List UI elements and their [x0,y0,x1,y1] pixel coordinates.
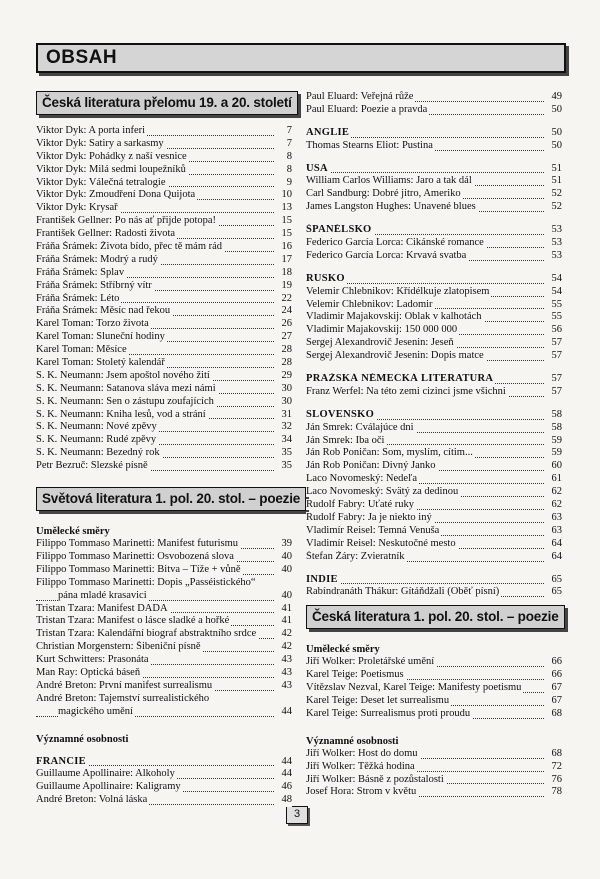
toc-country-heading [306,574,562,587]
toc-entry-title: Rudolf Fabry: Ja je niekto iný [306,511,432,523]
toc-entry-title: Štefan Žáry: Zvieratník [306,550,405,562]
toc-entry [36,667,292,680]
toc-entry-title: Petr Bezruč: Slezské písně [36,460,148,472]
toc-entry-page: 51 [544,175,562,188]
toc-entry-title: Josef Hora: Strom v květu [306,786,417,798]
toc-entry [306,250,562,263]
toc-entry-page: 59 [544,435,562,448]
toc-entry [306,140,562,153]
toc-entry-page: 58 [544,409,562,422]
toc-entry-title: Viktor Dyk: Krysař [36,202,118,214]
toc-entry [306,486,562,499]
toc-list-continuation [306,91,562,117]
toc-entry-title: Karel Toman: Torzo života [36,318,149,330]
toc-entry-title: Viktor Dyk: Milá sedmi loupežníků [36,163,186,175]
toc-entry-page: 40 [274,564,292,577]
toc-entry-title: ANGLIE [306,126,350,138]
toc-entry [36,357,292,370]
toc-entry [36,305,292,318]
toc-entry [36,177,292,190]
toc-entry-title: RUSKO [306,272,345,284]
toc-entry [36,447,292,460]
toc-entry [36,151,292,164]
toc-entry-title: FRANCIE [36,755,86,767]
toc-entry-page: 44 [274,768,292,781]
left-column [36,91,301,807]
toc-entry [306,422,562,435]
toc-entry [36,590,292,603]
toc-entry-page: 57 [544,337,562,350]
toc-entry-title: INDIE [306,573,338,585]
toc-entry-title: S. K. Neumann: Jsem apoštol nového žití [36,369,210,381]
toc-entry-page: 34 [274,434,292,447]
toc-entry-title: Tristan Tzara: Manifest DADA [36,602,168,614]
toc-entry-title: Ján Smrek: Cválajúce dni [306,421,414,433]
toc-entry [306,551,562,564]
toc-entry-title: Fráňa Šrámek: Modrý a rudý [36,253,158,265]
toc-entry-page: 50 [544,140,562,153]
toc-entry-page: 30 [274,396,292,409]
toc-entry-page: 57 [544,373,562,386]
toc-entry-page: 68 [544,708,562,721]
toc-country-heading [306,163,562,176]
toc-entry-title: Filippo Tommaso Marinetti: Manifest futurismu [36,538,239,550]
toc-entry-page: 72 [544,761,562,774]
toc-entry-title: Karel Teige: Surrealismus proti proudu [306,707,471,719]
leader-dots [306,583,544,584]
toc-entry-page: 24 [274,305,292,318]
toc-entry [36,267,292,280]
toc-entry [36,138,292,151]
toc-entry-title: Kurt Schwitters: Prasonáta [36,654,149,666]
toc-entry [36,434,292,447]
toc-entry [36,564,292,577]
toc-entry-title: Laco Novomeský: Svätý za dedinou [306,486,459,498]
toc-entry-page: 10 [274,189,292,202]
toc-entry [36,538,292,551]
toc-entry-title: Filippo Tommaso Marinetti: Dopis „Passéistického“ [36,576,256,588]
toc-entry-page: 39 [274,538,292,551]
toc-entry-page: 28 [274,344,292,357]
toc-entry-page: 43 [274,654,292,667]
toc-entry-title: S. K. Neumann: Rudé zpěvy [36,434,157,446]
toc-entry [306,748,562,761]
toc-entry [36,654,292,667]
toc-entry-title: Viktor Dyk: A porta inferi [36,125,146,136]
toc-entry-title: Federico García Lorca: Cikánské romance [306,237,484,249]
toc-entry-title: Sergej Alexandrovič Jesenin: Dopis matce [306,350,484,362]
toc-entry-title: Laco Novomeský: Nedeľa [306,473,417,485]
toc-entry-page: 63 [544,525,562,538]
toc-entry-page: 29 [274,370,292,383]
toc-entry-title: USA [306,162,328,174]
toc-entry-title: magického umění [58,705,133,717]
toc-entry [36,202,292,215]
toc-entry-title: S. K. Neumann: Bezedný rok [36,447,160,459]
toc-entry-page: 8 [274,164,292,177]
toc-entry-title: William Carlos Williams: Jaro a tak dál [306,175,472,187]
toc-entry [36,189,292,202]
toc-entry-page: 41 [274,615,292,628]
toc-entry [36,383,292,396]
toc-entry-page: 61 [544,473,562,486]
toc-entry-title: Velemir Chlebnikov: Ladomir [306,298,433,310]
toc-entry-page: 55 [544,311,562,324]
toc-entry [36,331,292,344]
toc-entry-page: 27 [274,331,292,344]
toc-entry-title: Vladimír Reisel: Neskutočné mesto [306,537,456,549]
toc-entry-page: 58 [544,422,562,435]
toc-entry-page: 44 [274,756,292,769]
toc-entry-title: Fráňa Šrámek: Života bído, přec tě mám rád [36,241,223,253]
toc-entry-title: Guillaume Apollinaire: Alkoholy [36,768,175,780]
toc-entry [36,460,292,473]
toc-entry-title: Franz Werfel: Na této zemi cizinci jsme všichni [306,385,506,397]
toc-entry-page: 55 [544,299,562,312]
toc-entry-page: 44 [274,706,292,719]
toc-entry-title: Christian Morgenstern: Šibeniční písně [36,641,201,653]
toc-entry-page: 56 [544,324,562,337]
toc-entry-title: Federico García Lorca: Krvavá svatba [306,249,467,261]
subheading-notable-figures: Významné osobnosti [36,733,129,745]
toc-entry-page: 15 [274,228,292,241]
toc-entry [306,761,562,774]
toc-entry [306,656,562,669]
toc-entry-page: 78 [544,786,562,799]
toc-entry [306,460,562,473]
toc-entry-title: Man Ray: Optická báseň [36,666,141,678]
toc-entry-title: Fráňa Šrámek: Splav [36,266,125,278]
toc-entry [306,669,562,682]
toc-entry-page: 41 [274,603,292,616]
toc-entry-page: 52 [544,188,562,201]
subheading-notable-figures-czech: Významné osobnosti [306,735,399,747]
toc-entry-page: 64 [544,538,562,551]
toc-entry-page: 30 [274,383,292,396]
toc-entry [36,396,292,409]
toc-entry-page: 13 [274,202,292,215]
toc-entry-title: Velemir Chlebnikov: Křídélkuje zlatopisem [306,285,490,297]
toc-entry-page: 15 [274,215,292,228]
toc-entry [306,104,562,117]
toc-entry-page: 19 [274,280,292,293]
toc-entry-page: 40 [274,551,292,564]
toc-entry-title: Thomas Stearns Eliot: Pustina [306,139,433,151]
toc-list-czech-notable-figures [306,748,562,800]
toc-entry-page: 67 [544,695,562,708]
toc-entry-title: Jiří Wolker: Básně z pozůstalosti [306,773,444,785]
toc-entry-page: 67 [544,682,562,695]
toc-entry-page: 53 [544,250,562,263]
toc-entry-title: Karel Teige: Poetismus [306,669,404,681]
toc-entry [36,318,292,331]
toc-entry [306,512,562,525]
toc-entry-title: Rabíndranáth Thákur: Gítáňdžali (Oběť písní) [306,586,500,598]
toc-entry-page: 43 [274,680,292,693]
toc-entry-page: 52 [544,201,562,214]
subheading-art-movements-czech: Umělecké směry [306,644,380,656]
toc-entry [306,386,562,399]
toc-entry-title: Jiří Wolker: Host do domu [306,747,418,759]
toc-entry [36,680,292,693]
toc-entry [36,641,292,654]
toc-list-czech-turn-of-century [36,125,292,473]
toc-entry [306,201,562,214]
toc-entry-title: PRAŽSKÁ NĚMECKÁ LITERATURA [306,373,494,385]
toc-entry [306,682,562,695]
toc-entry [306,447,562,460]
toc-entry [306,499,562,512]
toc-entry-title: Tristan Tzara: Kalendářní biograf abstraktního srdce [36,628,257,640]
toc-entry-title: Karel Toman: Měsíce [36,344,127,356]
toc-entry-title: Carl Sandburg: Dobré jitro, Ameriko [306,188,461,200]
toc-country-heading [306,224,562,237]
toc-entry-page: 66 [544,656,562,669]
toc-entry-title: Vladimir Majakovskij: Oblak v kalhotách [306,311,482,323]
toc-entry-title: André Breton: První manifest surrealismu [36,679,213,691]
toc-entry [36,215,292,228]
toc-entry [306,175,562,188]
toc-list-czech-art-movements [306,656,562,720]
toc-entry-page: 7 [274,138,292,151]
toc-entry [36,551,292,564]
toc-entry-page: 62 [544,499,562,512]
toc-entry [36,293,292,306]
toc-entry-title: Fráňa Šrámek: Stříbrný vítr [36,279,152,291]
toc-entry-page: 40 [274,590,292,603]
toc-entry-page: 54 [544,273,562,286]
toc-entry-page: 57 [544,386,562,399]
toc-entry-page: 35 [274,460,292,473]
toc-entry-page: 60 [544,460,562,473]
toc-entry-page: 48 [274,794,292,807]
toc-entry-page: 66 [544,669,562,682]
toc-entry-title: Fráňa Šrámek: Léto [36,292,120,304]
toc-entry [36,693,292,706]
toc-entry-page: 49 [544,91,562,104]
toc-entry-title: Ján Rob Poničan: Divný Janko [306,460,436,472]
toc-entry-title: James Langston Hughes: Unavené blues [306,201,476,213]
toc-entry [36,241,292,254]
toc-entry-title: Fráňa Šrámek: Měsíc nad řekou [36,305,171,317]
toc-entry [36,781,292,794]
toc-entry [306,91,562,104]
toc-entry [36,125,292,138]
toc-entry-page: 76 [544,774,562,787]
toc-entry [306,708,562,721]
toc-country-heading [306,273,562,286]
toc-entry-title: S. K. Neumann: Nové zpěvy [36,421,157,433]
toc-entry-page: 35 [274,447,292,460]
toc-entry-title: Viktor Dyk: Satiry a sarkasmy [36,137,164,149]
toc-country-heading [306,127,562,140]
toc-entry [306,237,562,250]
toc-entry-page: 51 [544,163,562,176]
toc-entry-title: Viktor Dyk: Válečná tetralogie [36,176,166,188]
toc-entry-title: S. K. Neumann: Kniha lesů, vod a strání [36,408,206,420]
toc-entry-page: 50 [544,104,562,117]
toc-entry-page: 17 [274,254,292,267]
toc-entry-page: 7 [274,125,292,138]
toc-entry-page: 46 [274,781,292,794]
right-column [306,91,562,799]
toc-entry [36,577,292,590]
leader-dots [306,172,544,173]
toc-entry [36,254,292,267]
section-heading-czech-poetry: Česká literatura 1. pol. 20. stol. – poezie [306,605,565,629]
toc-entry [36,228,292,241]
toc-entry-title: František Gellner: Radosti života [36,228,176,240]
toc-entry-page: 26 [274,318,292,331]
toc-list-art-movements [36,538,292,718]
toc-entry-title: SLOVENSKO [306,408,375,420]
toc-entry-title: S. K. Neumann: Satanova sláva mezi námi [36,382,216,394]
toc-entry-title: pána mladé krasavici [58,589,147,601]
toc-entry [36,409,292,422]
toc-entry-title: André Breton: Tajemství surrealistického [36,692,210,704]
toc-entry-page: 53 [544,237,562,250]
toc-entry-title: Jiří Wolker: Proletářské umění [306,656,435,668]
toc-entry [306,324,562,337]
toc-country-groups [306,117,562,600]
toc-entry-title: Filippo Tommaso Marinetti: Bitva – Tíže + vůně [36,563,241,575]
toc-entry-page: 57 [544,350,562,363]
toc-entry-page: 42 [274,628,292,641]
toc-country-heading [36,756,292,769]
toc-entry [306,350,562,363]
toc-entry-title: ŠPANĚLSKO [306,224,372,236]
toc-entry-page: 65 [544,586,562,599]
toc-entry [306,188,562,201]
toc-entry-title: André Breton: Volná láska [36,794,148,806]
toc-entry-page: 43 [274,667,292,680]
toc-entry [36,768,292,781]
toc-entry-title: Paul Eluard: Veřejná růže [306,91,414,102]
toc-entry-page: 28 [274,357,292,370]
toc-entry-page: 32 [274,421,292,434]
toc-entry [36,421,292,434]
toc-entry-title: Ján Smrek: Iba oči [306,434,385,446]
toc-entry-page: 18 [274,267,292,280]
toc-entry-title: Karel Toman: Sluneční hodiny [36,331,165,343]
toc-entry-title: S. K. Neumann: Sen o zástupu zoufajících [36,395,214,407]
toc-entry [36,603,292,616]
toc-entry-title: Ján Rob Poničan: Som, myslím, cítim... [306,447,473,459]
toc-entry-title: Karel Toman: Stoletý kalendář [36,357,165,369]
toc-entry-title: Rudolf Fabry: Uťaté ruky [306,499,415,511]
page-number: 3 [286,806,308,824]
toc-entry-page: 54 [544,286,562,299]
toc-entry-page: 68 [544,748,562,761]
toc-entry-page: 65 [544,574,562,587]
toc-entry [306,337,562,350]
toc-entry-page: 59 [544,447,562,460]
toc-entry [306,286,562,299]
toc-entry [36,164,292,177]
toc-entry [36,370,292,383]
toc-entry-page: 63 [544,512,562,525]
toc-entry [306,774,562,787]
toc-entry [306,538,562,551]
toc-entry-page: 62 [544,486,562,499]
section-heading-world-poetry: Světová literatura 1. pol. 20. stol. – poezie [36,487,306,511]
toc-entry-page: 64 [544,551,562,564]
toc-entry-title: Viktor Dyk: Zmoudření Dona Quijota [36,189,196,201]
toc-entry [36,794,292,807]
toc-entry-title: Paul Eluard: Poezie a pravda [306,103,428,115]
toc-entry-title: Viktor Dyk: Pohádky z naší vesnice [36,150,187,162]
toc-entry [306,786,562,799]
toc-entry [306,473,562,486]
toc-entry-title: Filippo Tommaso Marinetti: Osvobozená slova [36,550,234,562]
toc-entry [306,525,562,538]
section-heading-czech-turn-of-century: Česká literatura přelomu 19. a 20. století [36,91,298,115]
toc-entry-title: Vítězslav Nezval, Karel Teige: Manifesty poetismu [306,682,522,694]
toc-entry-title: Vladimir Majakovskij: 150 000 000 [306,324,458,336]
toc-country-heading [306,409,562,422]
toc-entry [306,311,562,324]
toc-entry-page: 16 [274,241,292,254]
toc-entry-title: Tristan Tzara: Manifest o lásce sladké a hořké [36,615,230,627]
toc-list-france [36,756,292,808]
toc-entry [36,628,292,641]
toc-entry-title: František Gellner: Po nás ať přijde potopa! [36,215,217,227]
page-title: OBSAH [36,43,566,73]
toc-entry [36,280,292,293]
toc-entry [36,615,292,628]
toc-entry-page: 8 [274,151,292,164]
toc-entry-title: Vladimír Reisel: Temná Venuša [306,524,440,536]
toc-entry [36,344,292,357]
toc-entry-title: Sergej Alexandrovič Jesenin: Jeseň [306,337,454,349]
toc-entry-page: 31 [274,409,292,422]
toc-entry-page: 22 [274,293,292,306]
toc-entry-page: 53 [544,224,562,237]
subheading-art-movements: Umělecké směry [36,526,110,538]
toc-entry-title: Guillaume Apollinaire: Kaligramy [36,781,181,793]
toc-entry-page: 42 [274,641,292,654]
toc-entry-title: Jiří Wolker: Těžká hodina [306,760,415,772]
toc-entry [306,435,562,448]
toc-entry [306,299,562,312]
toc-country-heading [306,373,562,386]
toc-entry [306,695,562,708]
toc-entry [306,586,562,599]
toc-entry-page: 50 [544,127,562,140]
toc-entry [36,706,292,719]
toc-entry-page: 9 [274,177,292,190]
toc-entry-title: Karel Teige: Deset let surrealismu [306,694,450,706]
